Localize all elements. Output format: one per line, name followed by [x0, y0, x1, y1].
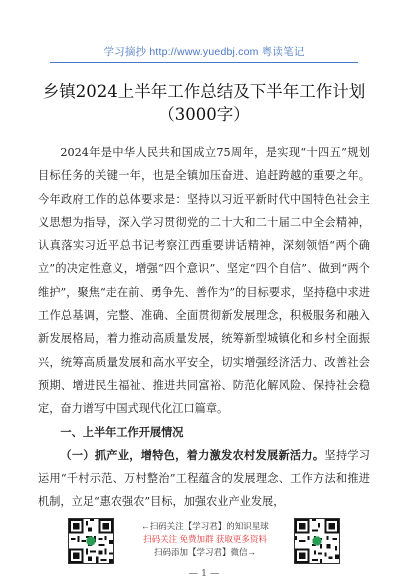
paragraph-industry-text: 坚持学习运用“千村示范、万村整治”工程蕴含的发展理念、工作方法和推进机制，立足“惠农强农”目标，加强农业产业发展，: [38, 448, 370, 509]
qr-code-icon[interactable]: [294, 518, 340, 564]
title-line-2: （3000字）: [158, 105, 250, 124]
promo-line-2: 扫码关注 免费加群 获取更多资料: [143, 534, 267, 544]
header-text: 学习摘抄 http://www.yuedbj.com 粤读笔记: [103, 46, 305, 58]
header-divider: [50, 62, 358, 63]
paragraph-intro: 2024年是中华人民共和国成立75周年，是实现“十四五”规划目标任务的关键一年，也是全镇加压奋进、追赶跨越的重要之年。今年政府工作的总体要求是：坚持以习近平新时代中国特色社会主义思想为指导，深入学习贯彻党的二十大和二十届二中全会精神，认真落实习近平总书记考察江西重要讲话精神，深刻领悟“两个确立”的决定性意义，增强“四个意识”、坚定“四个自信”、做到“两个维护”，聚焦“走在前、勇争先、善作为”的目标要求，坚持稳中求进工作总基调，完整、准确、全面贯彻新发展理念，积极服务和融入新发展格局，着力推动高质量发展，统筹新型城镇化和乡村全面振兴，统筹高质量发展和高水平安全，切实增强经济活力、改善社会预期、增进民生福祉、推进共同富裕、防范化解风险、保持社会稳定，奋力谱写中国式现代化江口篇章。: [38, 146, 370, 416]
promo-line-3: 扫码添加【学习君】微信→: [153, 547, 256, 557]
paragraph-industry: [38, 444, 370, 514]
promo-text: [120, 520, 290, 559]
page-footer: [0, 518, 408, 580]
section-heading-1: 一、上半年工作开展情况: [60, 425, 184, 439]
document-title: [0, 80, 408, 126]
promo-line-1: ←扫码关注【学习君】的知识星球: [141, 521, 269, 531]
qr-code-icon[interactable]: [68, 518, 114, 564]
title-line-1: 乡镇2024上半年工作总结及下半年工作计划: [42, 82, 366, 101]
document-body: [38, 141, 370, 514]
subsection-heading-1: （一）抓产业，增特色，着力激发农村发展新活力。: [60, 448, 325, 462]
page-number: — 1 —: [188, 568, 220, 579]
